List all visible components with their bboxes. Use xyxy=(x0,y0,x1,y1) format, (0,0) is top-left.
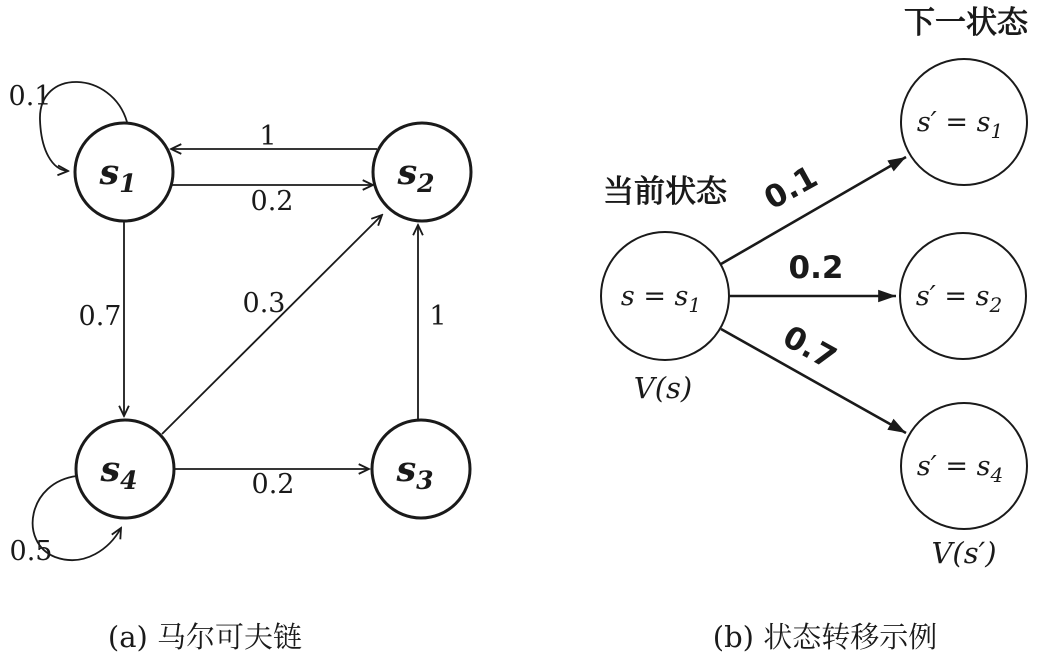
current-state-node-label: $s = s_1$ xyxy=(620,281,702,317)
caption-state-transition: (b) 状态转移示例 xyxy=(712,620,938,654)
current-value-label: V(s) xyxy=(633,371,693,405)
caption-markov-chain: (a) 马尔可夫链 xyxy=(107,620,303,654)
prob-label-0-1: 0.1 xyxy=(758,158,824,218)
node-s1-label: $s_1$ xyxy=(99,152,137,198)
current-state-label: 当前状态 xyxy=(603,174,727,210)
prob-label-0-2: 0.2 xyxy=(788,250,844,286)
next-value-label: V(s′) xyxy=(931,536,997,570)
next-state-title: 下一状态 xyxy=(904,5,1028,41)
edge-label-s2-s1: 1 xyxy=(259,121,277,152)
edge-label-s4-s4: 0.5 xyxy=(9,536,53,567)
edge-label-s4-s2: 0.3 xyxy=(242,288,286,319)
edge-label-s1-s2: 0.2 xyxy=(250,186,294,217)
prob-label-0-7: 0.7 xyxy=(776,318,843,377)
next-state-s4-label: $s' = s_4$ xyxy=(916,451,1004,487)
markov-chain-diagram xyxy=(9,81,471,654)
edge-label-s1-s1: 0.1 xyxy=(8,81,52,112)
edge-label-s4-s3: 0.2 xyxy=(251,469,295,500)
edge-label-s3-s2: 1 xyxy=(429,301,447,332)
state-transition-diagram xyxy=(601,5,1029,654)
next-state-s1-label: $s' = s_1$ xyxy=(916,107,1004,143)
node-s4-label: $s_4$ xyxy=(100,449,138,495)
node-s3-label: $s_3$ xyxy=(396,449,434,495)
edge-s4-s2-arrow xyxy=(162,215,382,434)
node-s2-label: $s_2$ xyxy=(397,152,435,198)
next-state-s2-label: $s' = s_2$ xyxy=(915,281,1003,317)
edge-label-s1-s4: 0.7 xyxy=(78,301,122,332)
